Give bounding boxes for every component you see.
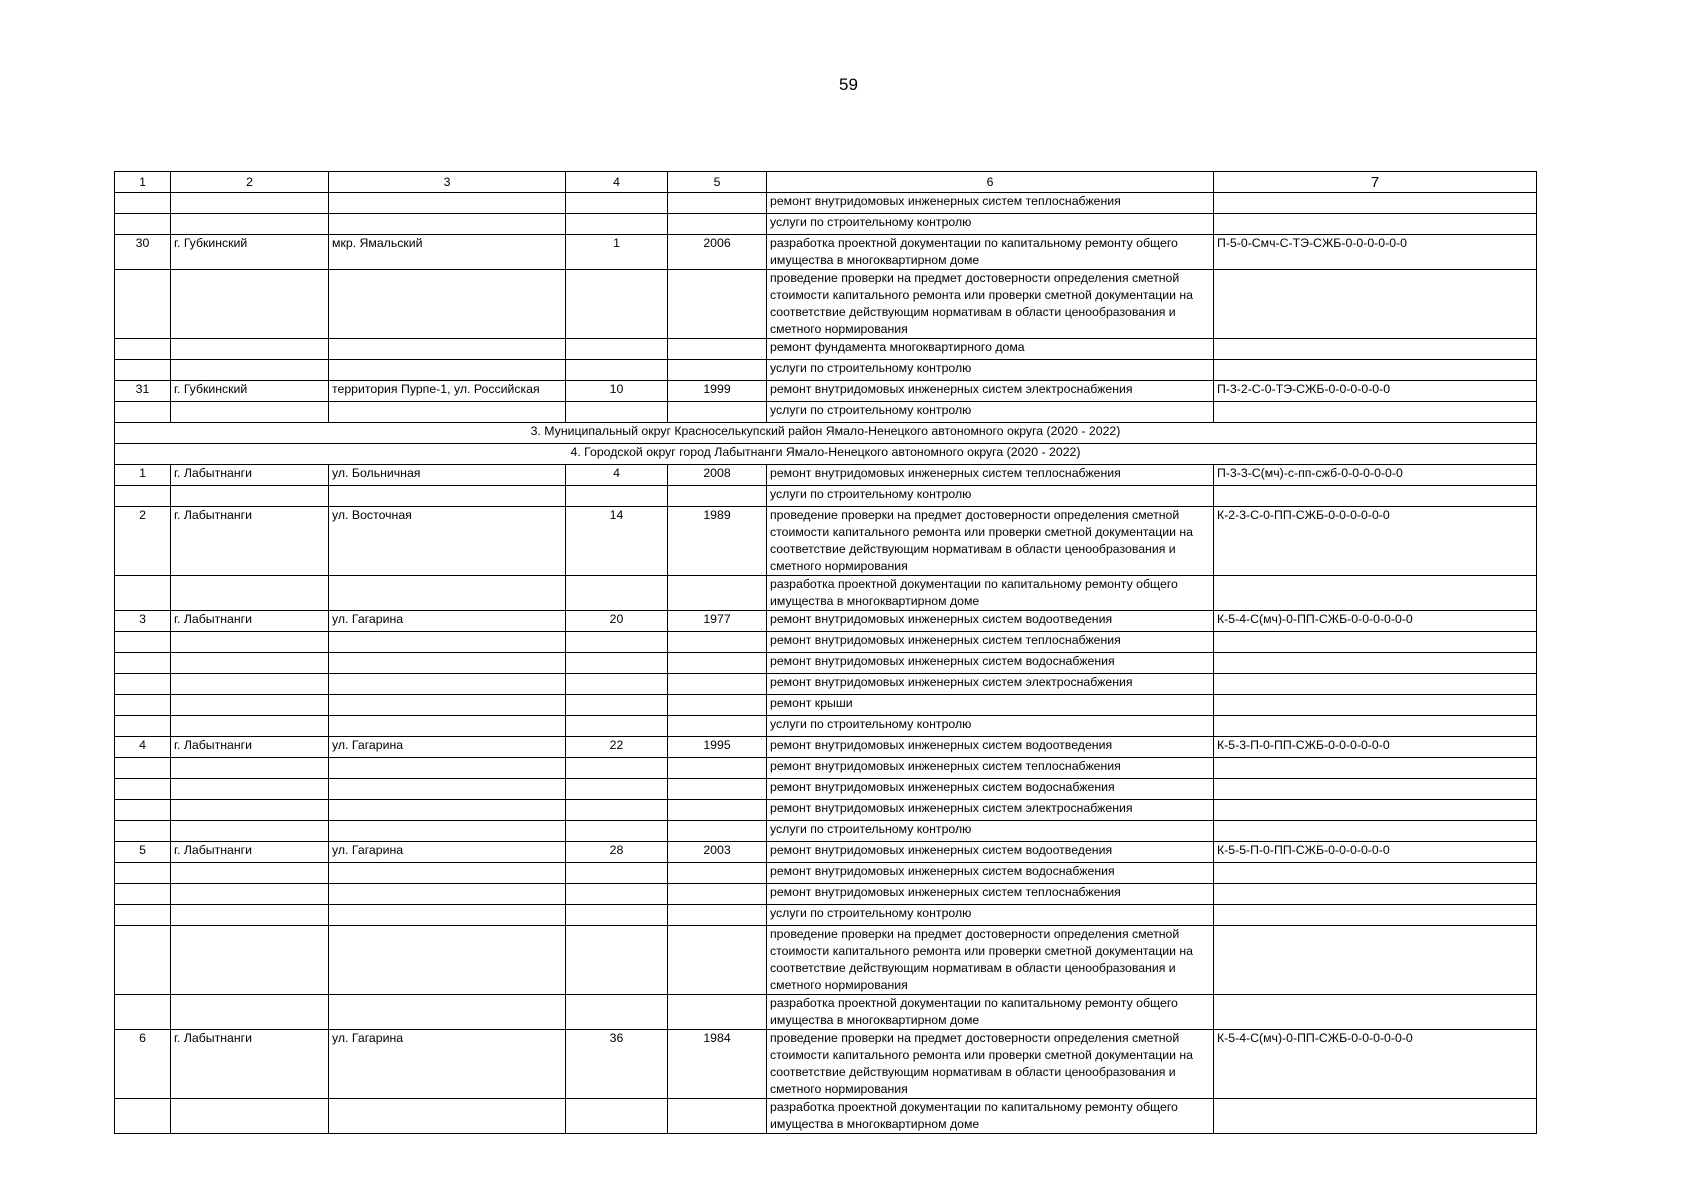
row-number-cell bbox=[115, 360, 171, 381]
address-cell: территория Пурпе-1, ул. Российская bbox=[329, 381, 566, 402]
city-cell bbox=[171, 653, 329, 674]
house-number-cell bbox=[566, 486, 668, 507]
house-number-cell bbox=[566, 905, 668, 926]
row-number-cell: 6 bbox=[115, 1030, 171, 1099]
year-built-cell: 1984 bbox=[668, 1030, 767, 1099]
table-body bbox=[115, 193, 1537, 1134]
column-header: 1 bbox=[115, 172, 171, 193]
year-built-cell bbox=[668, 1099, 767, 1134]
building-code-cell: К-5-3-П-0-ПП-СЖБ-0-0-0-0-0-0 bbox=[1214, 737, 1537, 758]
table-row bbox=[115, 995, 1537, 1030]
address-cell bbox=[329, 632, 566, 653]
city-cell bbox=[171, 193, 329, 214]
work-type-cell: ремонт внутридомовых инженерных систем водоотведения bbox=[767, 737, 1214, 758]
row-number-cell: 1 bbox=[115, 465, 171, 486]
work-type-cell: услуги по строительному контролю bbox=[767, 360, 1214, 381]
house-number-cell bbox=[566, 576, 668, 611]
house-number-cell bbox=[566, 653, 668, 674]
year-built-cell bbox=[668, 995, 767, 1030]
work-type-cell: разработка проектной документации по капитальному ремонту общего имущества в многоквартирном доме bbox=[767, 576, 1214, 611]
year-built-cell bbox=[668, 716, 767, 737]
table-row bbox=[115, 821, 1537, 842]
work-type-cell: услуги по строительному контролю bbox=[767, 821, 1214, 842]
city-cell: г. Лабытнанги bbox=[171, 737, 329, 758]
row-number-cell bbox=[115, 193, 171, 214]
address-cell: мкр. Ямальский bbox=[329, 235, 566, 270]
table-row bbox=[115, 576, 1537, 611]
city-cell: г. Губкинский bbox=[171, 235, 329, 270]
house-number-cell: 4 bbox=[566, 465, 668, 486]
year-built-cell: 2008 bbox=[668, 465, 767, 486]
address-cell bbox=[329, 821, 566, 842]
table-row bbox=[115, 486, 1537, 507]
table-row bbox=[115, 465, 1537, 486]
city-cell: г. Лабытнанги bbox=[171, 465, 329, 486]
work-type-cell: ремонт внутридомовых инженерных систем электроснабжения bbox=[767, 381, 1214, 402]
section-heading: 3. Муниципальный округ Красноселькупский район Ямало-Ненецкого автономного округа (2020 - 2022) bbox=[115, 423, 1537, 444]
address-cell bbox=[329, 716, 566, 737]
row-number-cell bbox=[115, 486, 171, 507]
work-type-cell: услуги по строительному контролю bbox=[767, 905, 1214, 926]
house-number-cell bbox=[566, 402, 668, 423]
city-cell bbox=[171, 339, 329, 360]
city-cell bbox=[171, 486, 329, 507]
year-built-cell bbox=[668, 695, 767, 716]
column-header: 2 bbox=[171, 172, 329, 193]
row-number-cell bbox=[115, 821, 171, 842]
building-code-cell: П-5-0-Смч-С-ТЭ-СЖБ-0-0-0-0-0-0 bbox=[1214, 235, 1537, 270]
building-code-cell bbox=[1214, 270, 1537, 339]
house-number-cell bbox=[566, 779, 668, 800]
building-code-cell bbox=[1214, 863, 1537, 884]
table-row bbox=[115, 779, 1537, 800]
row-number-cell bbox=[115, 995, 171, 1030]
city-cell bbox=[171, 821, 329, 842]
row-number-cell bbox=[115, 800, 171, 821]
table-row bbox=[115, 402, 1537, 423]
row-number-cell: 2 bbox=[115, 507, 171, 576]
address-cell bbox=[329, 1099, 566, 1134]
address-cell bbox=[329, 339, 566, 360]
city-cell: г. Лабытнанги bbox=[171, 611, 329, 632]
table-row bbox=[115, 235, 1537, 270]
work-type-cell: ремонт фундамента многоквартирного дома bbox=[767, 339, 1214, 360]
building-code-cell bbox=[1214, 360, 1537, 381]
building-code-cell: П-3-2-С-0-ТЭ-СЖБ-0-0-0-0-0-0 bbox=[1214, 381, 1537, 402]
building-code-cell: К-5-4-С(мч)-0-ПП-СЖБ-0-0-0-0-0-0 bbox=[1214, 1030, 1537, 1099]
row-number-cell bbox=[115, 1099, 171, 1134]
table-row bbox=[115, 339, 1537, 360]
year-built-cell bbox=[668, 270, 767, 339]
city-cell bbox=[171, 632, 329, 653]
address-cell bbox=[329, 402, 566, 423]
address-cell bbox=[329, 486, 566, 507]
table-row bbox=[115, 716, 1537, 737]
city-cell bbox=[171, 1099, 329, 1134]
work-type-cell: ремонт внутридомовых инженерных систем водоотведения bbox=[767, 611, 1214, 632]
year-built-cell bbox=[668, 402, 767, 423]
work-type-cell: услуги по строительному контролю bbox=[767, 214, 1214, 235]
city-cell bbox=[171, 884, 329, 905]
building-code-cell bbox=[1214, 779, 1537, 800]
row-number-cell bbox=[115, 884, 171, 905]
house-number-cell bbox=[566, 695, 668, 716]
house-number-cell: 36 bbox=[566, 1030, 668, 1099]
city-cell bbox=[171, 779, 329, 800]
address-cell bbox=[329, 905, 566, 926]
table-row bbox=[115, 842, 1537, 863]
house-number-cell bbox=[566, 674, 668, 695]
work-type-cell: ремонт внутридомовых инженерных систем водоснабжения bbox=[767, 779, 1214, 800]
column-number-row bbox=[115, 172, 1537, 193]
table-row bbox=[115, 653, 1537, 674]
year-built-cell: 1995 bbox=[668, 737, 767, 758]
year-built-cell bbox=[668, 576, 767, 611]
city-cell bbox=[171, 926, 329, 995]
row-number-cell bbox=[115, 270, 171, 339]
work-type-cell: проведение проверки на предмет достоверности определения сметной стоимости капитального ремонта или проверки сметной документации на соответствие действующим нормативам в области ценообразования и сметного нормирования bbox=[767, 270, 1214, 339]
address-cell bbox=[329, 360, 566, 381]
building-code-cell bbox=[1214, 1099, 1537, 1134]
work-type-cell: услуги по строительному контролю bbox=[767, 716, 1214, 737]
house-number-cell: 22 bbox=[566, 737, 668, 758]
year-built-cell: 1999 bbox=[668, 381, 767, 402]
table-row bbox=[115, 737, 1537, 758]
table-row bbox=[115, 926, 1537, 995]
building-code-cell bbox=[1214, 193, 1537, 214]
table-row bbox=[115, 270, 1537, 339]
house-number-cell: 20 bbox=[566, 611, 668, 632]
building-code-cell bbox=[1214, 339, 1537, 360]
repair-schedule-table bbox=[114, 171, 1537, 1134]
address-cell bbox=[329, 779, 566, 800]
work-type-cell: ремонт внутридомовых инженерных систем теплоснабжения bbox=[767, 758, 1214, 779]
city-cell bbox=[171, 716, 329, 737]
building-code-cell bbox=[1214, 995, 1537, 1030]
building-code-cell bbox=[1214, 632, 1537, 653]
house-number-cell bbox=[566, 800, 668, 821]
column-header: 3 bbox=[329, 172, 566, 193]
city-cell: г. Лабытнанги bbox=[171, 1030, 329, 1099]
year-built-cell bbox=[668, 486, 767, 507]
work-type-cell: ремонт внутридомовых инженерных систем водоснабжения bbox=[767, 863, 1214, 884]
row-number-cell bbox=[115, 905, 171, 926]
year-built-cell bbox=[668, 758, 767, 779]
row-number-cell bbox=[115, 926, 171, 995]
row-number-cell bbox=[115, 402, 171, 423]
address-cell bbox=[329, 800, 566, 821]
section-heading: 4. Городской округ город Лабытнанги Ямало-Ненецкого автономного округа (2020 - 2022) bbox=[115, 444, 1537, 465]
work-type-cell: разработка проектной документации по капитальному ремонту общего имущества в многоквартирном доме bbox=[767, 1099, 1214, 1134]
building-code-cell bbox=[1214, 716, 1537, 737]
row-number-cell bbox=[115, 653, 171, 674]
column-header: 7 bbox=[1214, 172, 1537, 193]
building-code-cell bbox=[1214, 214, 1537, 235]
house-number-cell bbox=[566, 632, 668, 653]
house-number-cell bbox=[566, 884, 668, 905]
year-built-cell: 2006 bbox=[668, 235, 767, 270]
year-built-cell bbox=[668, 905, 767, 926]
city-cell bbox=[171, 995, 329, 1030]
address-cell bbox=[329, 926, 566, 995]
house-number-cell bbox=[566, 863, 668, 884]
row-number-cell bbox=[115, 674, 171, 695]
city-cell bbox=[171, 214, 329, 235]
row-number-cell bbox=[115, 576, 171, 611]
house-number-cell bbox=[566, 821, 668, 842]
work-type-cell: услуги по строительному контролю bbox=[767, 486, 1214, 507]
table-row bbox=[115, 884, 1537, 905]
address-cell bbox=[329, 193, 566, 214]
work-type-cell: ремонт внутридомовых инженерных систем электроснабжения bbox=[767, 800, 1214, 821]
house-number-cell bbox=[566, 339, 668, 360]
house-number-cell bbox=[566, 758, 668, 779]
building-code-cell bbox=[1214, 884, 1537, 905]
house-number-cell: 28 bbox=[566, 842, 668, 863]
city-cell bbox=[171, 402, 329, 423]
building-code-cell bbox=[1214, 576, 1537, 611]
city-cell bbox=[171, 905, 329, 926]
row-number-cell: 5 bbox=[115, 842, 171, 863]
building-code-cell bbox=[1214, 905, 1537, 926]
house-number-cell bbox=[566, 214, 668, 235]
building-code-cell bbox=[1214, 821, 1537, 842]
table-row bbox=[115, 674, 1537, 695]
year-built-cell bbox=[668, 360, 767, 381]
year-built-cell bbox=[668, 779, 767, 800]
table-row bbox=[115, 863, 1537, 884]
work-type-cell: проведение проверки на предмет достоверности определения сметной стоимости капитального ремонта или проверки сметной документации на соответствие действующим нормативам в области ценообразования и сметного нормирования bbox=[767, 1030, 1214, 1099]
row-number-cell bbox=[115, 339, 171, 360]
work-type-cell: ремонт внутридомовых инженерных систем электроснабжения bbox=[767, 674, 1214, 695]
table-row bbox=[115, 800, 1537, 821]
address-cell: ул. Гагарина bbox=[329, 842, 566, 863]
year-built-cell bbox=[668, 821, 767, 842]
row-number-cell bbox=[115, 863, 171, 884]
house-number-cell bbox=[566, 1099, 668, 1134]
work-type-cell: ремонт внутридомовых инженерных систем теплоснабжения bbox=[767, 193, 1214, 214]
building-code-cell bbox=[1214, 758, 1537, 779]
year-built-cell bbox=[668, 193, 767, 214]
year-built-cell bbox=[668, 884, 767, 905]
house-number-cell bbox=[566, 995, 668, 1030]
address-cell bbox=[329, 758, 566, 779]
address-cell: ул. Гагарина bbox=[329, 737, 566, 758]
address-cell bbox=[329, 863, 566, 884]
building-code-cell: К-5-5-П-0-ПП-СЖБ-0-0-0-0-0-0 bbox=[1214, 842, 1537, 863]
work-type-cell: ремонт внутридомовых инженерных систем теплоснабжения bbox=[767, 884, 1214, 905]
year-built-cell: 1977 bbox=[668, 611, 767, 632]
table-row bbox=[115, 360, 1537, 381]
column-header: 4 bbox=[566, 172, 668, 193]
table-row bbox=[115, 214, 1537, 235]
building-code-cell bbox=[1214, 926, 1537, 995]
year-built-cell bbox=[668, 339, 767, 360]
work-type-cell: проведение проверки на предмет достоверности определения сметной стоимости капитального ремонта или проверки сметной документации на соответствие действующим нормативам в области ценообразования и сметного нормирования bbox=[767, 926, 1214, 995]
address-cell: ул. Гагарина bbox=[329, 611, 566, 632]
column-header: 6 bbox=[767, 172, 1214, 193]
house-number-cell: 1 bbox=[566, 235, 668, 270]
address-cell bbox=[329, 884, 566, 905]
work-type-cell: разработка проектной документации по капитальному ремонту общего имущества в многоквартирном доме bbox=[767, 995, 1214, 1030]
row-number-cell: 31 bbox=[115, 381, 171, 402]
year-built-cell bbox=[668, 800, 767, 821]
section-heading-row bbox=[115, 444, 1537, 465]
table-row bbox=[115, 695, 1537, 716]
work-type-cell: ремонт крыши bbox=[767, 695, 1214, 716]
city-cell bbox=[171, 674, 329, 695]
city-cell bbox=[171, 695, 329, 716]
house-number-cell bbox=[566, 193, 668, 214]
work-type-cell: ремонт внутридомовых инженерных систем водоснабжения bbox=[767, 653, 1214, 674]
table-row bbox=[115, 905, 1537, 926]
address-cell bbox=[329, 995, 566, 1030]
building-code-cell: К-2-3-С-0-ПП-СЖБ-0-0-0-0-0-0 bbox=[1214, 507, 1537, 576]
table-row bbox=[115, 1099, 1537, 1134]
work-type-cell: проведение проверки на предмет достоверности определения сметной стоимости капитального ремонта или проверки сметной документации на соответствие действующим нормативам в области ценообразования и сметного нормирования bbox=[767, 507, 1214, 576]
city-cell bbox=[171, 863, 329, 884]
table-row bbox=[115, 193, 1537, 214]
year-built-cell: 1989 bbox=[668, 507, 767, 576]
row-number-cell bbox=[115, 695, 171, 716]
building-code-cell: П-3-3-С(мч)-с-пп-сжб-0-0-0-0-0-0 bbox=[1214, 465, 1537, 486]
table-row bbox=[115, 507, 1537, 576]
building-code-cell bbox=[1214, 674, 1537, 695]
house-number-cell bbox=[566, 270, 668, 339]
address-cell: ул. Гагарина bbox=[329, 1030, 566, 1099]
house-number-cell: 10 bbox=[566, 381, 668, 402]
year-built-cell bbox=[668, 674, 767, 695]
city-cell bbox=[171, 758, 329, 779]
address-cell bbox=[329, 576, 566, 611]
house-number-cell bbox=[566, 716, 668, 737]
table-row bbox=[115, 611, 1537, 632]
address-cell bbox=[329, 674, 566, 695]
building-code-cell bbox=[1214, 486, 1537, 507]
house-number-cell bbox=[566, 926, 668, 995]
work-type-cell: ремонт внутридомовых инженерных систем водоотведения bbox=[767, 842, 1214, 863]
row-number-cell: 4 bbox=[115, 737, 171, 758]
work-type-cell: разработка проектной документации по капитальному ремонту общего имущества в многоквартирном доме bbox=[767, 235, 1214, 270]
row-number-cell: 3 bbox=[115, 611, 171, 632]
house-number-cell bbox=[566, 360, 668, 381]
year-built-cell bbox=[668, 632, 767, 653]
year-built-cell bbox=[668, 863, 767, 884]
house-number-cell: 14 bbox=[566, 507, 668, 576]
building-code-cell bbox=[1214, 402, 1537, 423]
year-built-cell: 2003 bbox=[668, 842, 767, 863]
work-type-cell: ремонт внутридомовых инженерных систем теплоснабжения bbox=[767, 632, 1214, 653]
address-cell bbox=[329, 270, 566, 339]
table-row bbox=[115, 1030, 1537, 1099]
address-cell: ул. Восточная bbox=[329, 507, 566, 576]
building-code-cell bbox=[1214, 695, 1537, 716]
city-cell: г. Лабытнанги bbox=[171, 507, 329, 576]
row-number-cell bbox=[115, 716, 171, 737]
column-header: 5 bbox=[668, 172, 767, 193]
work-type-cell: услуги по строительному контролю bbox=[767, 402, 1214, 423]
city-cell bbox=[171, 576, 329, 611]
city-cell bbox=[171, 270, 329, 339]
row-number-cell bbox=[115, 779, 171, 800]
section-heading-row bbox=[115, 423, 1537, 444]
address-cell bbox=[329, 653, 566, 674]
city-cell bbox=[171, 800, 329, 821]
building-code-cell bbox=[1214, 800, 1537, 821]
row-number-cell bbox=[115, 214, 171, 235]
address-cell: ул. Больничная bbox=[329, 465, 566, 486]
page-number: 59 bbox=[839, 75, 858, 94]
table-row bbox=[115, 632, 1537, 653]
building-code-cell: К-5-4-С(мч)-0-ПП-СЖБ-0-0-0-0-0-0 bbox=[1214, 611, 1537, 632]
row-number-cell: 30 bbox=[115, 235, 171, 270]
year-built-cell bbox=[668, 926, 767, 995]
city-cell: г. Губкинский bbox=[171, 381, 329, 402]
city-cell bbox=[171, 360, 329, 381]
building-code-cell bbox=[1214, 653, 1537, 674]
address-cell bbox=[329, 695, 566, 716]
work-type-cell: ремонт внутридомовых инженерных систем теплоснабжения bbox=[767, 465, 1214, 486]
address-cell bbox=[329, 214, 566, 235]
row-number-cell bbox=[115, 632, 171, 653]
table-row bbox=[115, 758, 1537, 779]
table-row bbox=[115, 381, 1537, 402]
row-number-cell bbox=[115, 758, 171, 779]
year-built-cell bbox=[668, 653, 767, 674]
city-cell: г. Лабытнанги bbox=[171, 842, 329, 863]
year-built-cell bbox=[668, 214, 767, 235]
